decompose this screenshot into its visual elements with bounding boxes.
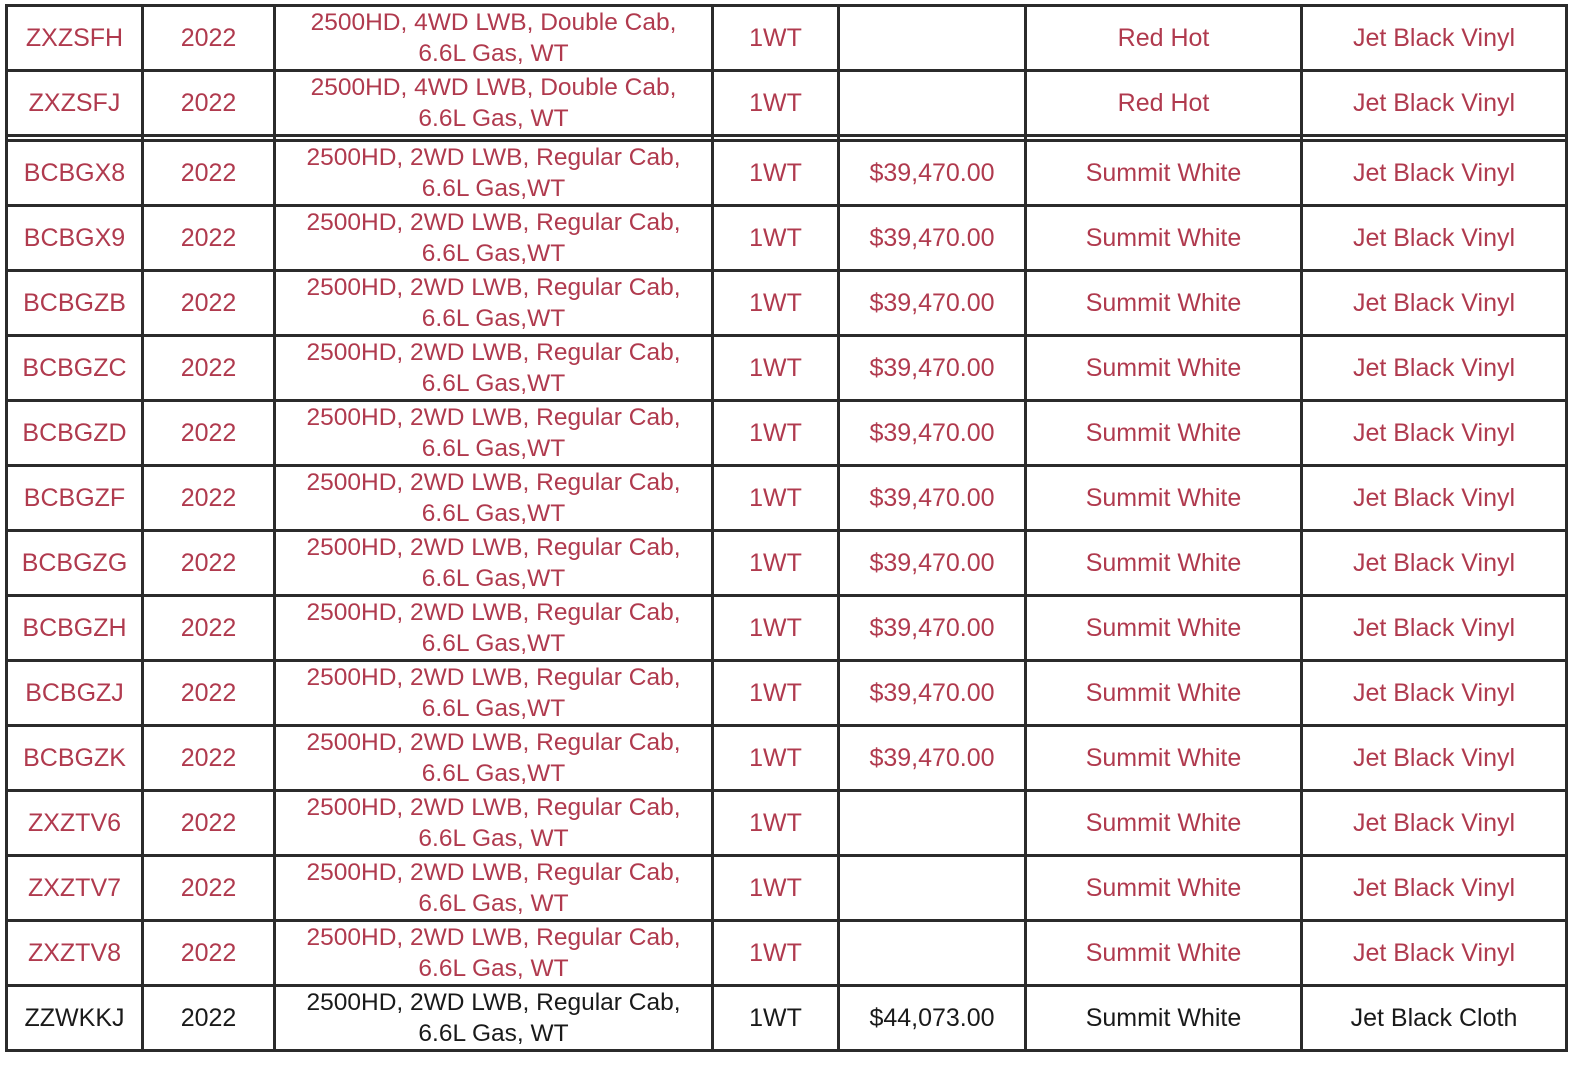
description-cell bbox=[275, 71, 713, 136]
description-line-1: 2500HD, 2WD LWB, Regular Cab, bbox=[306, 989, 681, 1016]
trim-code-cell: 1WT bbox=[713, 596, 839, 661]
price-cell bbox=[839, 791, 1026, 856]
price-cell: $39,470.00 bbox=[839, 271, 1026, 336]
exterior-color-cell: Red Hot bbox=[1026, 6, 1302, 71]
interior-trim-cell: Jet Black Vinyl bbox=[1302, 271, 1567, 336]
interior-trim-cell: Jet Black Vinyl bbox=[1302, 531, 1567, 596]
stock-number-cell: BCBGZG bbox=[7, 531, 143, 596]
description-line-2: 6.6L Gas, WT bbox=[418, 825, 569, 852]
description-cell bbox=[275, 466, 713, 531]
interior-trim-cell: Jet Black Vinyl bbox=[1302, 141, 1567, 206]
table-row bbox=[7, 726, 1567, 791]
trim-code-cell: 1WT bbox=[713, 726, 839, 791]
stock-number-cell: BCBGZJ bbox=[7, 661, 143, 726]
exterior-color-cell: Summit White bbox=[1026, 726, 1302, 791]
price-cell bbox=[839, 856, 1026, 921]
table-row bbox=[7, 6, 1567, 71]
price-cell: $39,470.00 bbox=[839, 401, 1026, 466]
description-line-1: 2500HD, 2WD LWB, Regular Cab, bbox=[306, 469, 681, 496]
stock-number-cell: BCBGZK bbox=[7, 726, 143, 791]
description-cell bbox=[275, 921, 713, 986]
description-cell bbox=[275, 401, 713, 466]
description-cell bbox=[275, 986, 713, 1051]
stock-number-cell: BCBGZH bbox=[7, 596, 143, 661]
interior-trim-cell: Jet Black Vinyl bbox=[1302, 596, 1567, 661]
price-cell bbox=[839, 71, 1026, 136]
description-line-1: 2500HD, 2WD LWB, Regular Cab, bbox=[306, 729, 681, 756]
description-line-2: 6.6L Gas,WT bbox=[421, 435, 566, 462]
exterior-color-cell: Summit White bbox=[1026, 271, 1302, 336]
model-year-cell: 2022 bbox=[143, 726, 275, 791]
table-row bbox=[7, 271, 1567, 336]
interior-trim-cell: Jet Black Vinyl bbox=[1302, 791, 1567, 856]
description-line-1: 2500HD, 2WD LWB, Regular Cab, bbox=[306, 404, 681, 431]
trim-code-cell: 1WT bbox=[713, 401, 839, 466]
description-cell bbox=[275, 336, 713, 401]
description-cell bbox=[275, 531, 713, 596]
exterior-color-cell: Summit White bbox=[1026, 401, 1302, 466]
table-row bbox=[7, 596, 1567, 661]
interior-trim-cell: Jet Black Vinyl bbox=[1302, 726, 1567, 791]
model-year-cell: 2022 bbox=[143, 336, 275, 401]
price-cell: $39,470.00 bbox=[839, 336, 1026, 401]
exterior-color-cell: Summit White bbox=[1026, 466, 1302, 531]
description-cell bbox=[275, 791, 713, 856]
exterior-color-cell: Summit White bbox=[1026, 791, 1302, 856]
description-line-1: 2500HD, 2WD LWB, Regular Cab, bbox=[306, 924, 681, 951]
description-line-1: 2500HD, 2WD LWB, Regular Cab, bbox=[306, 339, 681, 366]
stock-number-cell: BCBGX9 bbox=[7, 206, 143, 271]
description-line-2: 6.6L Gas,WT bbox=[421, 305, 566, 332]
trim-code-cell: 1WT bbox=[713, 856, 839, 921]
description-cell bbox=[275, 206, 713, 271]
interior-trim-cell: Jet Black Vinyl bbox=[1302, 206, 1567, 271]
description-line-2: 6.6L Gas,WT bbox=[421, 630, 566, 657]
model-year-cell: 2022 bbox=[143, 466, 275, 531]
interior-trim-cell: Jet Black Vinyl bbox=[1302, 6, 1567, 71]
model-year-cell: 2022 bbox=[143, 661, 275, 726]
model-year-cell: 2022 bbox=[143, 271, 275, 336]
description-line-1: 2500HD, 2WD LWB, Regular Cab, bbox=[306, 599, 681, 626]
stock-number-cell: ZXZSFJ bbox=[7, 71, 143, 136]
description-cell bbox=[275, 6, 713, 71]
trim-code-cell: 1WT bbox=[713, 986, 839, 1051]
table-row bbox=[7, 466, 1567, 531]
table-row bbox=[7, 791, 1567, 856]
description-line-1: 2500HD, 2WD LWB, Regular Cab, bbox=[306, 664, 681, 691]
description-cell bbox=[275, 726, 713, 791]
description-line-1: 2500HD, 4WD LWB, Double Cab, bbox=[310, 74, 677, 101]
table-row bbox=[7, 141, 1567, 206]
interior-trim-cell: Jet Black Vinyl bbox=[1302, 856, 1567, 921]
trim-code-cell: 1WT bbox=[713, 206, 839, 271]
stock-number-cell: ZZWKKJ bbox=[7, 986, 143, 1051]
description-line-2: 6.6L Gas, WT bbox=[418, 40, 569, 67]
description-cell bbox=[275, 141, 713, 206]
description-line-1: 2500HD, 2WD LWB, Regular Cab, bbox=[306, 794, 681, 821]
inventory-sheet bbox=[5, 4, 1565, 1052]
trim-code-cell: 1WT bbox=[713, 6, 839, 71]
trim-code-cell: 1WT bbox=[713, 661, 839, 726]
model-year-cell: 2022 bbox=[143, 401, 275, 466]
table-row bbox=[7, 986, 1567, 1051]
table-row bbox=[7, 921, 1567, 986]
model-year-cell: 2022 bbox=[143, 791, 275, 856]
model-year-cell: 2022 bbox=[143, 921, 275, 986]
description-line-2: 6.6L Gas,WT bbox=[421, 695, 566, 722]
description-line-2: 6.6L Gas,WT bbox=[421, 240, 566, 267]
stock-number-cell: ZXZTV7 bbox=[7, 856, 143, 921]
model-year-cell: 2022 bbox=[143, 596, 275, 661]
interior-trim-cell: Jet Black Vinyl bbox=[1302, 466, 1567, 531]
interior-trim-cell: Jet Black Cloth bbox=[1302, 986, 1567, 1051]
description-line-2: 6.6L Gas,WT bbox=[421, 370, 566, 397]
exterior-color-cell: Summit White bbox=[1026, 856, 1302, 921]
model-year-cell: 2022 bbox=[143, 206, 275, 271]
trim-code-cell: 1WT bbox=[713, 271, 839, 336]
description-line-1: 2500HD, 4WD LWB, Double Cab, bbox=[310, 9, 677, 36]
model-year-cell: 2022 bbox=[143, 6, 275, 71]
exterior-color-cell: Summit White bbox=[1026, 661, 1302, 726]
description-cell bbox=[275, 661, 713, 726]
exterior-color-cell: Summit White bbox=[1026, 596, 1302, 661]
price-cell: $39,470.00 bbox=[839, 531, 1026, 596]
model-year-cell: 2022 bbox=[143, 856, 275, 921]
description-line-1: 2500HD, 2WD LWB, Regular Cab, bbox=[306, 859, 681, 886]
description-line-1: 2500HD, 2WD LWB, Regular Cab, bbox=[306, 209, 681, 236]
interior-trim-cell: Jet Black Vinyl bbox=[1302, 921, 1567, 986]
table-row bbox=[7, 531, 1567, 596]
description-line-2: 6.6L Gas, WT bbox=[418, 955, 569, 982]
table-row bbox=[7, 206, 1567, 271]
description-line-2: 6.6L Gas,WT bbox=[421, 760, 566, 787]
trim-code-cell: 1WT bbox=[713, 336, 839, 401]
description-line-1: 2500HD, 2WD LWB, Regular Cab, bbox=[306, 144, 681, 171]
description-line-2: 6.6L Gas,WT bbox=[421, 175, 566, 202]
description-line-2: 6.6L Gas,WT bbox=[421, 565, 566, 592]
model-year-cell: 2022 bbox=[143, 986, 275, 1051]
trim-code-cell: 1WT bbox=[713, 921, 839, 986]
description-cell bbox=[275, 271, 713, 336]
table-row bbox=[7, 401, 1567, 466]
interior-trim-cell: Jet Black Vinyl bbox=[1302, 401, 1567, 466]
inventory-table-body bbox=[7, 6, 1567, 1051]
exterior-color-cell: Summit White bbox=[1026, 336, 1302, 401]
description-cell bbox=[275, 856, 713, 921]
description-line-1: 2500HD, 2WD LWB, Regular Cab, bbox=[306, 534, 681, 561]
stock-number-cell: BCBGZB bbox=[7, 271, 143, 336]
price-cell: $39,470.00 bbox=[839, 466, 1026, 531]
stock-number-cell: ZXZSFH bbox=[7, 6, 143, 71]
price-cell bbox=[839, 921, 1026, 986]
table-row bbox=[7, 856, 1567, 921]
interior-trim-cell: Jet Black Vinyl bbox=[1302, 661, 1567, 726]
interior-trim-cell: Jet Black Vinyl bbox=[1302, 336, 1567, 401]
trim-code-cell: 1WT bbox=[713, 141, 839, 206]
table-row bbox=[7, 71, 1567, 136]
trim-code-cell: 1WT bbox=[713, 531, 839, 596]
exterior-color-cell: Red Hot bbox=[1026, 71, 1302, 136]
exterior-color-cell: Summit White bbox=[1026, 206, 1302, 271]
stock-number-cell: BCBGZC bbox=[7, 336, 143, 401]
table-row bbox=[7, 336, 1567, 401]
stock-number-cell: BCBGZF bbox=[7, 466, 143, 531]
price-cell: $39,470.00 bbox=[839, 206, 1026, 271]
stock-number-cell: BCBGZD bbox=[7, 401, 143, 466]
stock-number-cell: ZXZTV8 bbox=[7, 921, 143, 986]
price-cell: $39,470.00 bbox=[839, 661, 1026, 726]
exterior-color-cell: Summit White bbox=[1026, 141, 1302, 206]
exterior-color-cell: Summit White bbox=[1026, 531, 1302, 596]
interior-trim-cell: Jet Black Vinyl bbox=[1302, 71, 1567, 136]
stock-number-cell: ZXZTV6 bbox=[7, 791, 143, 856]
trim-code-cell: 1WT bbox=[713, 791, 839, 856]
description-line-2: 6.6L Gas, WT bbox=[418, 1020, 569, 1047]
trim-code-cell: 1WT bbox=[713, 466, 839, 531]
trim-code-cell: 1WT bbox=[713, 71, 839, 136]
model-year-cell: 2022 bbox=[143, 71, 275, 136]
price-cell: $39,470.00 bbox=[839, 141, 1026, 206]
table-row bbox=[7, 661, 1567, 726]
price-cell: $39,470.00 bbox=[839, 726, 1026, 791]
price-cell bbox=[839, 6, 1026, 71]
stock-number-cell: BCBGX8 bbox=[7, 141, 143, 206]
vehicle-inventory-table bbox=[5, 4, 1568, 1052]
exterior-color-cell: Summit White bbox=[1026, 986, 1302, 1051]
description-line-2: 6.6L Gas, WT bbox=[418, 105, 569, 132]
description-cell bbox=[275, 596, 713, 661]
description-line-1: 2500HD, 2WD LWB, Regular Cab, bbox=[306, 274, 681, 301]
price-cell: $44,073.00 bbox=[839, 986, 1026, 1051]
description-line-2: 6.6L Gas,WT bbox=[421, 500, 566, 527]
exterior-color-cell: Summit White bbox=[1026, 921, 1302, 986]
model-year-cell: 2022 bbox=[143, 531, 275, 596]
description-line-2: 6.6L Gas, WT bbox=[418, 890, 569, 917]
price-cell: $39,470.00 bbox=[839, 596, 1026, 661]
model-year-cell: 2022 bbox=[143, 141, 275, 206]
